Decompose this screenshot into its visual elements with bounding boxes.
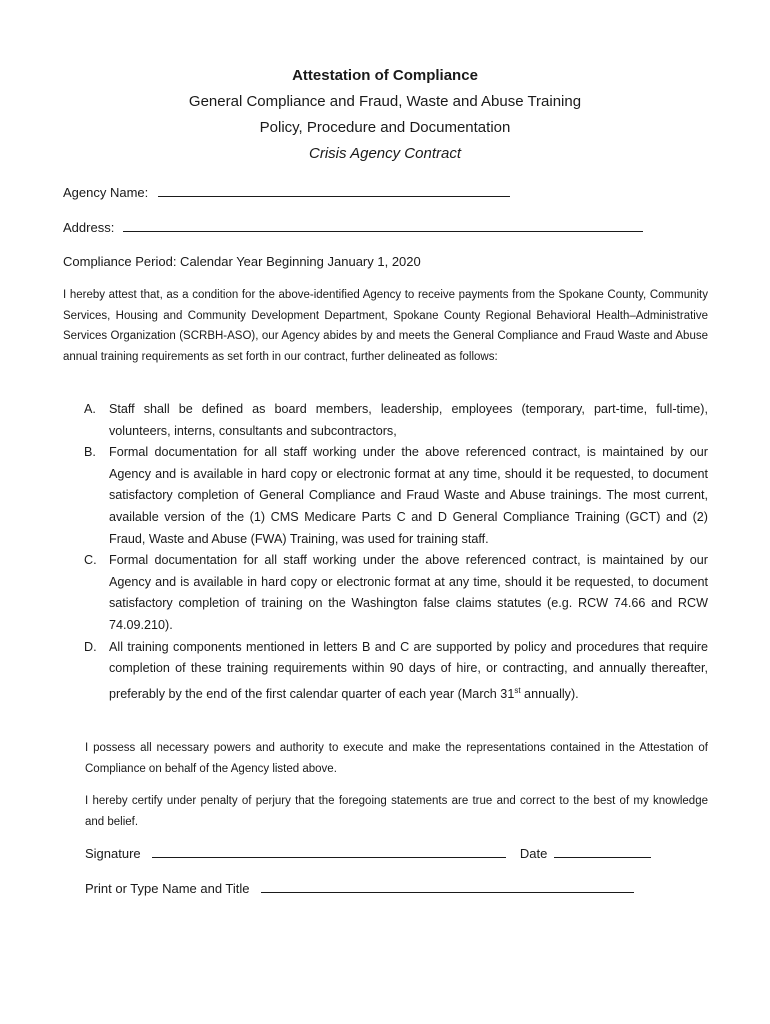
list-item-text: Formal documentation for all staff working under the above referenced contract, is maintained by our Agency and is available in hard copy or electronic format at any time, should it be requested, to document satisfactory completion of General Compliance and Fraud Waste and Abuse trainings. The most current, available version of the (1) CMS Medicare Parts C and D General Compliance Training (GCT) and (2) Fraud, Waste and Abuse (FWA) Training, was used for training staff. bbox=[109, 445, 708, 546]
certification-statement: I hereby certify under penalty of perjury that the foregoing statements are true and correct to the best of my knowledge and belief. bbox=[85, 795, 708, 828]
date-blank[interactable] bbox=[554, 845, 651, 858]
address-blank[interactable] bbox=[123, 219, 643, 232]
list-item-text: Formal documentation for all staff working under the above referenced contract, is maintained by our Agency and is available in hard copy or electronic format at any time, should it be requested, to document satisfactory completion of training on the Washington false claims statutes (e.g. RCW 74.66 and RCW 74.09.210). bbox=[109, 553, 708, 632]
list-item-text: All training components mentioned in letters B and C are supported by policy and procedures that require completion of these training requirements within 90 days of hire, or contracting, and annually thereafter, preferably by the end of the first calendar quarter of each year (March 31 bbox=[109, 639, 708, 701]
document-subtitle-training: General Compliance and Fraud, Waste and Abuse Training bbox=[188, 93, 582, 110]
agency-name-label: Agency Name: bbox=[63, 185, 149, 200]
signature-row bbox=[85, 845, 651, 861]
document-subtitle-policy: Policy, Procedure and Documentation bbox=[259, 119, 511, 136]
address-label: Address: bbox=[63, 220, 115, 235]
compliance-period: Compliance Period: Calendar Year Beginning January 1, 2020 bbox=[63, 254, 421, 269]
address-field bbox=[63, 219, 643, 235]
date-label: Date bbox=[519, 846, 548, 861]
list-item-text: Staff shall be defined as board members, leadership, employees (temporary, part-time, full-time), volunteers, interns, consultants and subcontractors, bbox=[109, 402, 708, 438]
agency-name-blank[interactable] bbox=[158, 184, 510, 197]
list-item bbox=[84, 442, 708, 550]
name-title-blank[interactable] bbox=[261, 880, 634, 893]
list-item-letter: D. bbox=[84, 639, 97, 654]
list-item-letter: A. bbox=[84, 402, 96, 416]
attestation-intro: I hereby attest that, as a condition for the above-identified Agency to receive payments from the Spokane County, Community Services, Housing and Community Development Department, Spokane County Regional Behavioral Health–Administrative Services Organization (SCRBH-ASO), our Agency abides by and meets the General Compliance and Fraud Waste and Abuse annual training requirements as set forth in our contract, further delineated as follows: bbox=[63, 289, 708, 363]
list-item bbox=[84, 637, 708, 706]
ordinal-superscript: st bbox=[514, 685, 521, 695]
name-title-row bbox=[85, 880, 634, 896]
list-item bbox=[84, 399, 708, 442]
list-item bbox=[84, 550, 708, 636]
signature-label: Signature bbox=[85, 846, 141, 861]
list-item-letter: B. bbox=[84, 445, 96, 460]
document-title: Attestation of Compliance bbox=[292, 67, 478, 84]
requirements-list bbox=[84, 399, 708, 706]
authority-statement: I possess all necessary powers and authority to execute and make the representations contained in the Attestation of Compliance on behalf of the Agency listed above. bbox=[85, 742, 708, 775]
signature-blank[interactable] bbox=[152, 845, 506, 858]
list-item-text-end: annually). bbox=[520, 686, 579, 701]
list-item-letter: C. bbox=[84, 553, 97, 568]
name-title-label: Print or Type Name and Title bbox=[85, 881, 250, 896]
document-subtitle-contract: Crisis Agency Contract bbox=[309, 145, 461, 162]
agency-name-field bbox=[63, 184, 510, 200]
